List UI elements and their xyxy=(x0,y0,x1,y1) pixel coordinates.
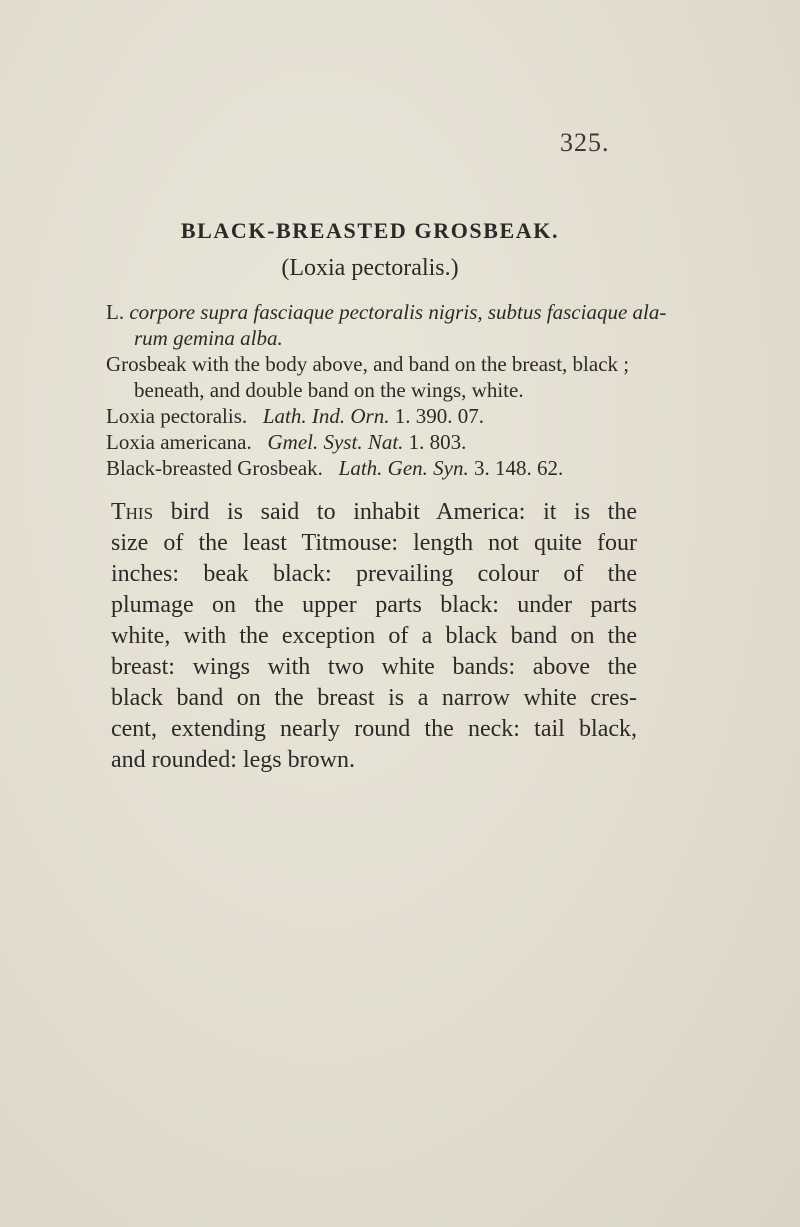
paragraph-line: inches: beak black: prevailing colour of the xyxy=(111,561,637,587)
citation-text: 3. 148. 62. xyxy=(468,456,564,480)
citation-italic-text: Lath. Gen. Syn. xyxy=(338,456,469,480)
synonymy-entry xyxy=(106,403,666,429)
synonymy-block xyxy=(106,299,666,481)
description-paragraph xyxy=(111,497,637,776)
citation-text: Loxia americana. xyxy=(106,430,268,454)
citation-italic-text: Gmel. Syst. Nat. xyxy=(267,430,404,454)
synonymy-entry xyxy=(106,351,666,403)
page-title: BLACK-BREASTED GROSBEAK. xyxy=(180,218,560,243)
paragraph-line xyxy=(111,497,637,528)
citation-text: Grosbeak with the body above, and band on the breast, black ; xyxy=(106,352,630,376)
paragraph-line: black band on the breast is a narrow white cres- xyxy=(111,685,637,711)
citation-text: 1. 803. xyxy=(403,430,467,454)
synonymy-entry xyxy=(106,455,666,481)
synonymy-entry xyxy=(106,299,666,351)
paragraph-line: and rounded: legs brown. xyxy=(111,747,355,773)
paragraph-line: size of the least Titmouse: length not quite four xyxy=(111,530,637,556)
citation-text: Loxia pectoralis. xyxy=(106,404,263,428)
paragraph-line: breast: wings with two white bands: above the xyxy=(111,654,637,680)
paragraph-line: cent, extending nearly round the neck: tail black, xyxy=(111,716,637,742)
opening-word: This xyxy=(111,499,154,525)
citation-text: 1. 390. 07. xyxy=(389,404,484,428)
paragraph-line: plumage on the upper parts black: under parts xyxy=(111,592,637,618)
synonymy-entry xyxy=(106,429,666,455)
citation-italic-text: Lath. Ind. Orn. xyxy=(262,404,390,428)
page-number: 325. xyxy=(560,128,610,157)
latin-name-subtitle: (Loxia pectoralis.) xyxy=(281,255,459,281)
paragraph-line-text: bird is said to inhabit America: it is the xyxy=(153,499,637,525)
citation-text: L. xyxy=(106,300,130,324)
citation-text: beneath, and double band on the wings, white. xyxy=(134,378,524,402)
citation-italic-text: rum gemina alba. xyxy=(134,326,283,350)
citation-italic-text: corpore supra fasciaque pectoralis nigris, subtus fasciaque ala- xyxy=(129,300,667,324)
citation-text: Black-breasted Grosbeak. xyxy=(106,456,339,480)
paragraph-line: white, with the exception of a black band on the xyxy=(111,623,637,649)
